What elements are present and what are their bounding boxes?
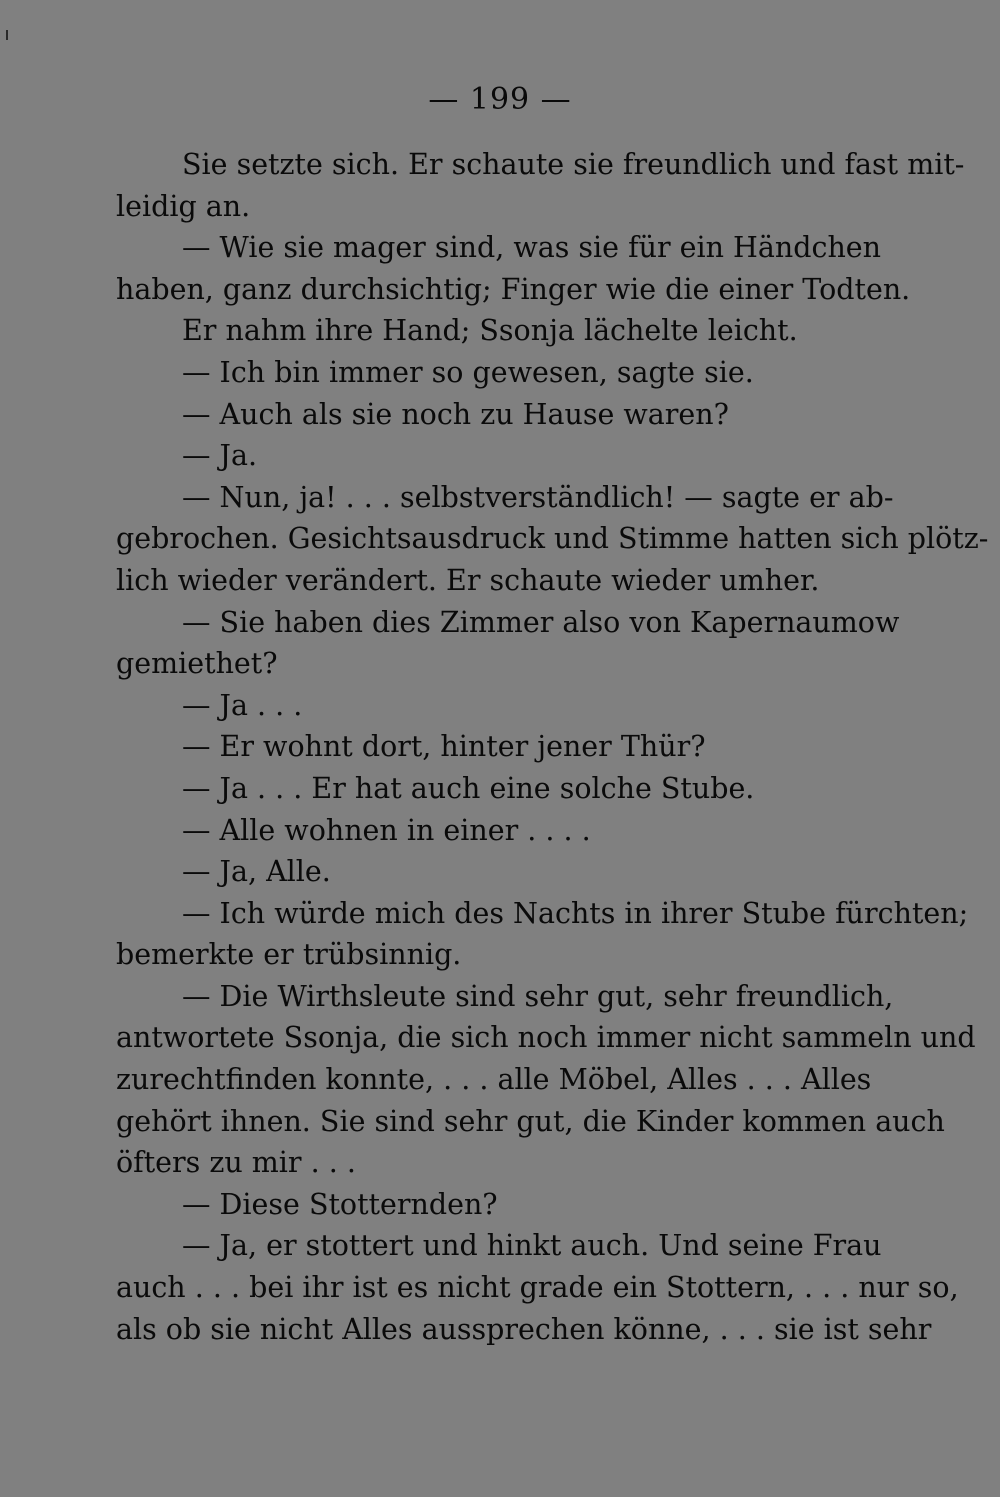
text-line: lich wieder verändert. Er schaute wieder umher. (116, 563, 820, 597)
text-line: — Die Wirthsleute sind sehr gut, sehr freundlich, (182, 979, 894, 1013)
text-line: — Ja, er stottert und hinkt auch. Und seine Frau (182, 1229, 882, 1263)
text-line: zurechtfinden konnte, . . . alle Möbel, Alles . . . Alles (116, 1063, 872, 1097)
text-line: — Alle wohnen in einer . . . . (182, 813, 591, 847)
text-line: gemiethet? (116, 647, 278, 681)
text-line: — Ja. (182, 439, 258, 473)
text-line: leidig an. (116, 189, 251, 223)
text-line: — Auch als sie noch zu Hause waren? (182, 397, 729, 431)
text-line: bemerkte er trübsinnig. (116, 938, 462, 972)
text-line: gebrochen. Gesichtsausdruck und Stimme hatten sich plötz- (116, 522, 989, 556)
text-line: — Nun, ja! . . . selbstverständlich! — sagte er ab- (182, 480, 894, 514)
text-line: — Ja . . . Er hat auch eine solche Stube. (182, 771, 755, 805)
text-line: antwortete Ssonja, die sich noch immer nicht sammeln und (116, 1021, 976, 1055)
text-line: öfters zu mir . . . (116, 1146, 356, 1180)
text-line: haben, ganz durchsichtig; Finger wie die einer Todten. (116, 272, 911, 306)
text-line: — Ja, Alle. (182, 855, 331, 889)
margin-mark (6, 30, 8, 40)
text-line: Sie setzte sich. Er schaute sie freundlich und fast mit- (182, 148, 965, 181)
text-line: — Wie sie mager sind, was sie für ein Händchen (182, 231, 882, 265)
text-line: — Ich würde mich des Nachts in ihrer Stube fürchten; (182, 896, 969, 930)
text-line: — Diese Stotternden? (182, 1187, 498, 1221)
text-line: als ob sie nicht Alles aussprechen könne, . . . sie ist sehr (116, 1312, 932, 1346)
body-text (116, 144, 989, 1350)
text-line: gehört ihnen. Sie sind sehr gut, die Kinder kommen auch (116, 1104, 945, 1138)
text-line: — Ja . . . (182, 688, 303, 722)
text-line: auch . . . bei ihr ist es nicht grade ein Stottern, . . . nur so, (116, 1271, 959, 1305)
text-line: — Er wohnt dort, hinter jener Thür? (182, 730, 706, 764)
text-line: — Ich bin immer so gewesen, sagte sie. (182, 355, 754, 389)
text-line: Er nahm ihre Hand; Ssonja lächelte leicht. (182, 314, 798, 348)
text-line: — Sie haben dies Zimmer also von Kapernaumow (182, 605, 900, 639)
page-number: — 199 — (428, 82, 572, 117)
